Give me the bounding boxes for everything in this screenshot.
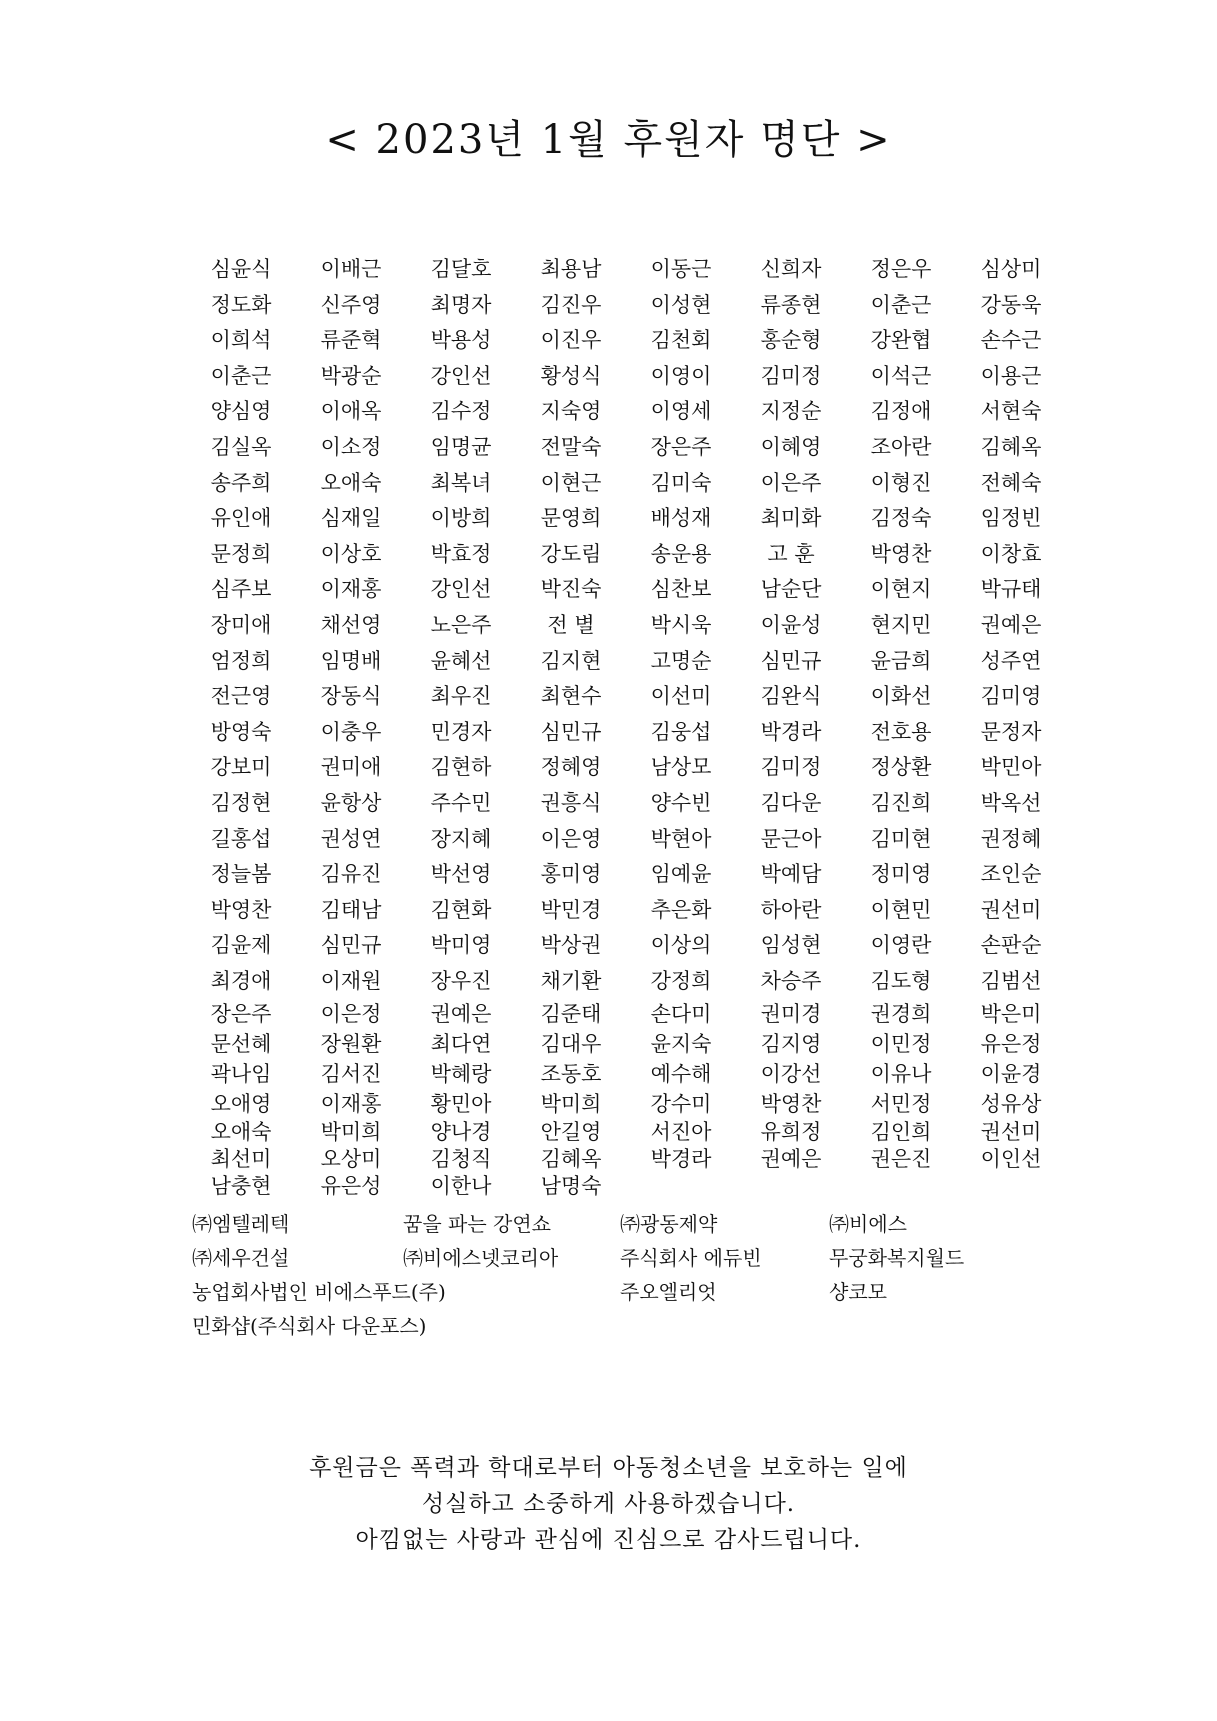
donor-name: 강인선	[430, 577, 492, 602]
donor-name: 김도형	[870, 968, 932, 993]
donor-name: 유은성	[320, 1174, 382, 1199]
donor-row	[186, 893, 1066, 929]
corporate-donor-name: 무궁화복지월드	[829, 1246, 965, 1270]
donor-name: 남충현	[210, 1174, 272, 1199]
donor-name: 신희자	[760, 257, 822, 281]
donor-name: 송주희	[210, 470, 272, 495]
donor-name: 권미애	[320, 755, 382, 780]
donor-name: 현지민	[870, 612, 932, 637]
donor-row	[186, 928, 1066, 964]
donor-name: 심윤식	[210, 257, 272, 281]
donor-name: 박현아	[650, 826, 712, 851]
donor-row	[186, 1029, 1066, 1059]
donor-name: 정은우	[870, 257, 932, 281]
donor-name: 권선미	[980, 897, 1042, 922]
donor-name: 박민경	[540, 897, 602, 922]
thank-you-message	[0, 1450, 1217, 1558]
donor-name: 이한나	[430, 1174, 492, 1199]
donor-name: 오애영	[210, 1092, 272, 1117]
corporate-donor-name: ㈜광동제약	[620, 1212, 718, 1236]
donor-name: 류종현	[760, 292, 822, 317]
donor-name: 하아란	[760, 897, 822, 922]
donor-name: 문정자	[980, 719, 1042, 744]
donor-name: 이유나	[870, 1062, 932, 1087]
donor-name: 엄정희	[210, 648, 272, 673]
corporate-row	[186, 1241, 1066, 1275]
donor-name: 노은주	[430, 612, 492, 637]
donor-name: 박효정	[430, 541, 492, 566]
donor-name: 김범선	[980, 968, 1042, 993]
donor-name: 강보미	[210, 755, 272, 780]
donor-name: 류준혁	[320, 328, 382, 353]
donor-name: 윤혜선	[430, 648, 492, 673]
corporate-row	[186, 1309, 1066, 1343]
donor-name: 박혜랑	[430, 1062, 492, 1087]
donor-name: 박상권	[540, 933, 602, 958]
donor-row	[186, 1059, 1066, 1089]
donor-row	[186, 679, 1066, 715]
donor-name: 채선영	[320, 612, 382, 637]
donor-name: 오상미	[320, 1147, 382, 1172]
donor-name: 장원환	[320, 1032, 382, 1057]
corporate-donor-name: ㈜세우건설	[192, 1246, 290, 1270]
donor-name: 박영찬	[210, 897, 272, 922]
donor-name: 권예은	[980, 612, 1042, 637]
donor-name: 이용근	[980, 363, 1042, 388]
donor-name: 이성현	[650, 292, 712, 317]
donor-name: 이영세	[650, 399, 712, 424]
donor-name: 이민정	[870, 1032, 932, 1057]
donor-name: 조인순	[980, 862, 1042, 887]
donor-name: 장지혜	[430, 826, 492, 851]
donor-row	[186, 644, 1066, 680]
donor-name: 장미애	[210, 612, 272, 637]
donor-name: 차승주	[760, 968, 822, 993]
donor-name: 이진우	[540, 328, 602, 353]
donor-name: 정미영	[870, 862, 932, 887]
donor-name: 김천회	[650, 328, 712, 353]
footer-line-3: 아낌없는 사랑과 관심에 진심으로 감사드립니다.	[355, 1527, 862, 1553]
donor-name: 양나경	[430, 1120, 492, 1145]
donor-name: 문정희	[210, 541, 272, 566]
donor-name: 박규태	[980, 577, 1042, 602]
donor-name: 지정순	[760, 399, 822, 424]
donor-name: 권은진	[870, 1147, 932, 1172]
donor-name: 전말숙	[540, 434, 602, 459]
donor-name: 김다운	[760, 790, 822, 815]
donor-name: 정늘봄	[210, 862, 272, 887]
donor-name: 전호용	[870, 719, 932, 744]
corporate-donor-name: 샹코모	[829, 1280, 887, 1304]
donor-name: 이현민	[870, 897, 932, 922]
donor-name: 이형진	[870, 470, 932, 495]
donor-name: 김달호	[430, 257, 492, 281]
donor-row	[186, 323, 1066, 359]
donor-name: 홍미영	[540, 862, 602, 887]
donor-name: 장우진	[430, 968, 492, 993]
donor-name: 김미현	[870, 826, 932, 851]
footer-line-1: 후원금은 폭력과 학대로부터 아동청소년을 보호하는 일에	[309, 1455, 908, 1481]
donor-name: 박선영	[430, 862, 492, 887]
donor-name: 문영희	[540, 506, 602, 531]
donor-name: 서진아	[650, 1120, 712, 1145]
donor-name: 강도림	[540, 541, 602, 566]
donor-name: 권예은	[760, 1147, 822, 1172]
donor-row	[186, 999, 1066, 1029]
donor-name: 윤지숙	[650, 1032, 712, 1057]
donor-name: 김태남	[320, 897, 382, 922]
donor-name: 채기환	[540, 968, 602, 993]
donor-name: 심주보	[210, 577, 272, 602]
donor-name: 이강선	[760, 1062, 822, 1087]
donor-name: 이은영	[540, 826, 602, 851]
donor-name: 곽나임	[210, 1062, 272, 1087]
donor-name: 서민정	[870, 1092, 932, 1117]
donor-name: 김정애	[870, 399, 932, 424]
donor-name: 조동호	[540, 1062, 602, 1087]
donor-name: 심상미	[980, 257, 1042, 281]
donor-name: 이은정	[320, 1002, 382, 1027]
donor-row	[186, 466, 1066, 502]
donor-name: 임명균	[430, 434, 492, 459]
donor-name: 손수근	[980, 328, 1042, 353]
donor-row	[186, 430, 1066, 466]
donor-name: 김진우	[540, 292, 602, 317]
donor-name: 강동욱	[980, 292, 1042, 317]
donor-name: 최경애	[210, 968, 272, 993]
donor-name: 박광순	[320, 363, 382, 388]
donor-name: 이재원	[320, 968, 382, 993]
donor-name: 서현숙	[980, 399, 1042, 424]
donor-name: 이석근	[870, 363, 932, 388]
donor-name: 이혜영	[760, 434, 822, 459]
donor-name: 박영찬	[760, 1092, 822, 1117]
corporate-donor-name: 주오엘리엇	[620, 1280, 717, 1304]
donor-name: 남명숙	[540, 1174, 602, 1199]
donor-name: 박경라	[760, 719, 822, 744]
donor-row	[186, 394, 1066, 430]
donor-name: 임예윤	[650, 862, 712, 887]
donor-name: 김정현	[210, 790, 272, 815]
donor-name: 방영숙	[210, 719, 272, 744]
corporate-donor-name: 민화샵(주식회사 다운포스)	[192, 1314, 427, 1338]
donor-name: 이재홍	[320, 1092, 382, 1117]
donor-name: 신주영	[320, 292, 382, 317]
donor-name: 박용성	[430, 328, 492, 353]
donor-name: 심찬보	[650, 577, 712, 602]
donor-row	[186, 964, 1066, 1000]
donor-name: 최선미	[210, 1147, 272, 1172]
donor-name: 오애숙	[320, 470, 382, 495]
donor-name: 이희석	[210, 328, 272, 353]
donor-name: 권정혜	[980, 826, 1042, 851]
donor-name: 오애숙	[210, 1120, 272, 1145]
donor-name: 성유상	[980, 1092, 1042, 1117]
donor-name: 권미경	[760, 1002, 822, 1027]
corporate-donor-name: 농업회사법인 비에스푸드(주)	[192, 1280, 446, 1304]
donor-name: 임정빈	[980, 506, 1042, 531]
donor-name: 김진희	[870, 790, 932, 815]
donor-name: 심민규	[540, 719, 602, 744]
donor-name: 김준태	[540, 1002, 602, 1027]
donor-row	[186, 1173, 1066, 1200]
donor-name: 조아란	[870, 434, 932, 459]
donor-name: 최복녀	[430, 470, 492, 495]
donor-name: 박은미	[980, 1002, 1042, 1027]
donor-row	[186, 857, 1066, 893]
donor-name: 이현지	[870, 577, 932, 602]
donor-name: 이애옥	[320, 399, 382, 424]
donor-name: 이방희	[430, 506, 492, 531]
donor-row	[186, 786, 1066, 822]
donor-name: 이소정	[320, 434, 382, 459]
donor-name: 강인선	[430, 363, 492, 388]
donor-name: 김대우	[540, 1032, 602, 1057]
donor-name: 김미숙	[650, 470, 712, 495]
page-title: < 2023년 1월 후원자 명단 >	[325, 117, 892, 163]
donor-row	[186, 572, 1066, 608]
donor-name: 장은주	[210, 1002, 272, 1027]
donor-name: 권선미	[980, 1120, 1042, 1145]
donor-name: 전근영	[210, 684, 272, 709]
donor-row	[186, 359, 1066, 395]
donor-name: 강완협	[870, 328, 932, 353]
donor-row	[186, 750, 1066, 786]
donor-name: 안길영	[540, 1120, 602, 1145]
donor-name: 황민아	[430, 1092, 492, 1117]
donor-name: 윤금희	[870, 648, 932, 673]
donor-name: 권예은	[430, 1002, 492, 1027]
donor-name: 문선혜	[210, 1032, 272, 1057]
donor-name: 황성식	[540, 363, 602, 388]
donor-name: 심민규	[760, 648, 822, 673]
donor-name: 최미화	[760, 506, 822, 531]
donor-name: 정상환	[870, 755, 932, 780]
donor-name-grid	[186, 252, 1066, 1200]
donor-name: 이윤경	[980, 1062, 1042, 1087]
donor-name: 강정희	[650, 968, 712, 993]
footer-line-2: 성실하고 소중하게 사용하겠습니다.	[421, 1491, 796, 1517]
donor-name: 김서진	[320, 1062, 382, 1087]
corporate-donor-name: 꿈을 파는 강연쇼	[403, 1212, 551, 1236]
donor-name: 이춘근	[210, 363, 272, 388]
donor-name: 박시욱	[650, 612, 712, 637]
donor-name: 이춘근	[870, 292, 932, 317]
donor-name: 장동식	[320, 684, 382, 709]
donor-name: 이은주	[760, 470, 822, 495]
donor-name: 김유진	[320, 862, 382, 887]
donor-name: 박진숙	[540, 577, 602, 602]
corporate-row	[186, 1275, 1066, 1309]
donor-row	[186, 537, 1066, 573]
donor-name: 최현수	[540, 684, 602, 709]
donor-name: 예수해	[650, 1062, 712, 1087]
donor-name: 박경라	[650, 1147, 712, 1172]
donor-name: 주수민	[430, 790, 492, 815]
donor-name: 김미영	[980, 684, 1042, 709]
donor-name: 고 훈	[767, 541, 815, 566]
donor-name: 김현하	[430, 755, 492, 780]
donor-name: 김수정	[430, 399, 492, 424]
donor-name: 이충우	[320, 719, 382, 744]
donor-row	[186, 501, 1066, 537]
donor-row	[186, 1146, 1066, 1173]
donor-name: 지숙영	[540, 399, 602, 424]
donor-name: 박미영	[430, 933, 492, 958]
donor-name: 이영란	[870, 933, 932, 958]
donor-name: 최다연	[430, 1032, 492, 1057]
donor-name: 전혜숙	[980, 470, 1042, 495]
donor-row	[186, 1089, 1066, 1119]
donor-name: 김완식	[760, 684, 822, 709]
donor-name: 이상호	[320, 541, 382, 566]
donor-name: 이화선	[870, 684, 932, 709]
donor-name: 김청직	[430, 1147, 492, 1172]
donor-name: 김지현	[540, 648, 602, 673]
donor-row	[186, 288, 1066, 324]
donor-name: 이선미	[650, 684, 712, 709]
donor-name: 권흥식	[540, 790, 602, 815]
donor-name: 손판순	[980, 933, 1042, 958]
donor-name: 고명순	[650, 648, 712, 673]
donor-name: 김윤제	[210, 933, 272, 958]
corporate-donor-name: 주식회사 에듀빈	[620, 1246, 762, 1270]
donor-name: 김미정	[760, 755, 822, 780]
donor-name: 심재일	[320, 506, 382, 531]
donor-name: 남상모	[650, 755, 712, 780]
corporate-donor-list	[186, 1207, 1066, 1343]
donor-name: 최용남	[540, 257, 602, 281]
donor-name: 이영이	[650, 363, 712, 388]
donor-name: 장은주	[650, 434, 712, 459]
donor-name: 김혜옥	[980, 434, 1042, 459]
donor-name: 양심영	[210, 399, 272, 424]
donor-name: 전 별	[547, 612, 595, 637]
donor-name: 권성연	[320, 826, 382, 851]
donor-name: 양수빈	[650, 790, 712, 815]
donor-name: 박미희	[540, 1092, 602, 1117]
corporate-donor-name: ㈜엠텔레텍	[192, 1212, 290, 1236]
donor-row	[186, 252, 1066, 288]
donor-name: 문근아	[760, 826, 822, 851]
donor-name: 심민규	[320, 933, 382, 958]
donor-name: 김미정	[760, 363, 822, 388]
donor-name: 권경희	[870, 1002, 932, 1027]
donor-name: 박영찬	[870, 541, 932, 566]
donor-name: 박민아	[980, 755, 1042, 780]
donor-name: 김실옥	[210, 434, 272, 459]
donor-name: 이인선	[980, 1147, 1042, 1172]
donor-name: 유희정	[760, 1120, 822, 1145]
donor-name: 김웅섭	[650, 719, 712, 744]
donor-name: 이재홍	[320, 577, 382, 602]
donor-name: 이배근	[320, 257, 382, 281]
donor-name: 최명자	[430, 292, 492, 317]
donor-row	[186, 822, 1066, 858]
donor-name: 유인애	[210, 506, 272, 531]
donor-name: 김혜옥	[540, 1147, 602, 1172]
donor-name: 김현화	[430, 897, 492, 922]
donor-name: 박예담	[760, 862, 822, 887]
donor-name: 성주연	[980, 648, 1042, 673]
donor-row	[186, 608, 1066, 644]
donor-name: 이상의	[650, 933, 712, 958]
donor-name: 이윤성	[760, 612, 822, 637]
donor-name: 윤항상	[320, 790, 382, 815]
donor-name: 민경자	[430, 719, 492, 744]
donor-name: 강수미	[650, 1092, 712, 1117]
donor-name: 김인희	[870, 1120, 932, 1145]
donor-name: 남순단	[760, 577, 822, 602]
donor-name: 길홍섭	[210, 826, 272, 851]
donor-name: 박옥선	[980, 790, 1042, 815]
donor-row	[186, 715, 1066, 751]
donor-name: 정도화	[210, 292, 272, 317]
donor-name: 최우진	[430, 684, 492, 709]
donor-name: 송운용	[650, 541, 712, 566]
donor-name: 정혜영	[540, 755, 602, 780]
donor-name: 김지영	[760, 1032, 822, 1057]
donor-name: 임명배	[320, 648, 382, 673]
corporate-row	[186, 1207, 1066, 1241]
donor-name: 이동근	[650, 257, 712, 281]
donor-name: 박미희	[320, 1120, 382, 1145]
corporate-donor-name: ㈜비에스넷코리아	[403, 1246, 559, 1270]
donor-name: 추은화	[650, 897, 712, 922]
donor-name: 손다미	[650, 1002, 712, 1027]
donor-name: 김정숙	[870, 506, 932, 531]
donor-row	[186, 1119, 1066, 1146]
donor-name: 임성현	[760, 933, 822, 958]
corporate-donor-name: ㈜비에스	[829, 1212, 907, 1236]
donor-name: 이창효	[980, 541, 1042, 566]
donor-name: 이현근	[540, 470, 602, 495]
donor-name: 유은정	[980, 1032, 1042, 1057]
donor-name: 배성재	[650, 506, 712, 531]
donor-name: 홍순형	[760, 328, 822, 353]
